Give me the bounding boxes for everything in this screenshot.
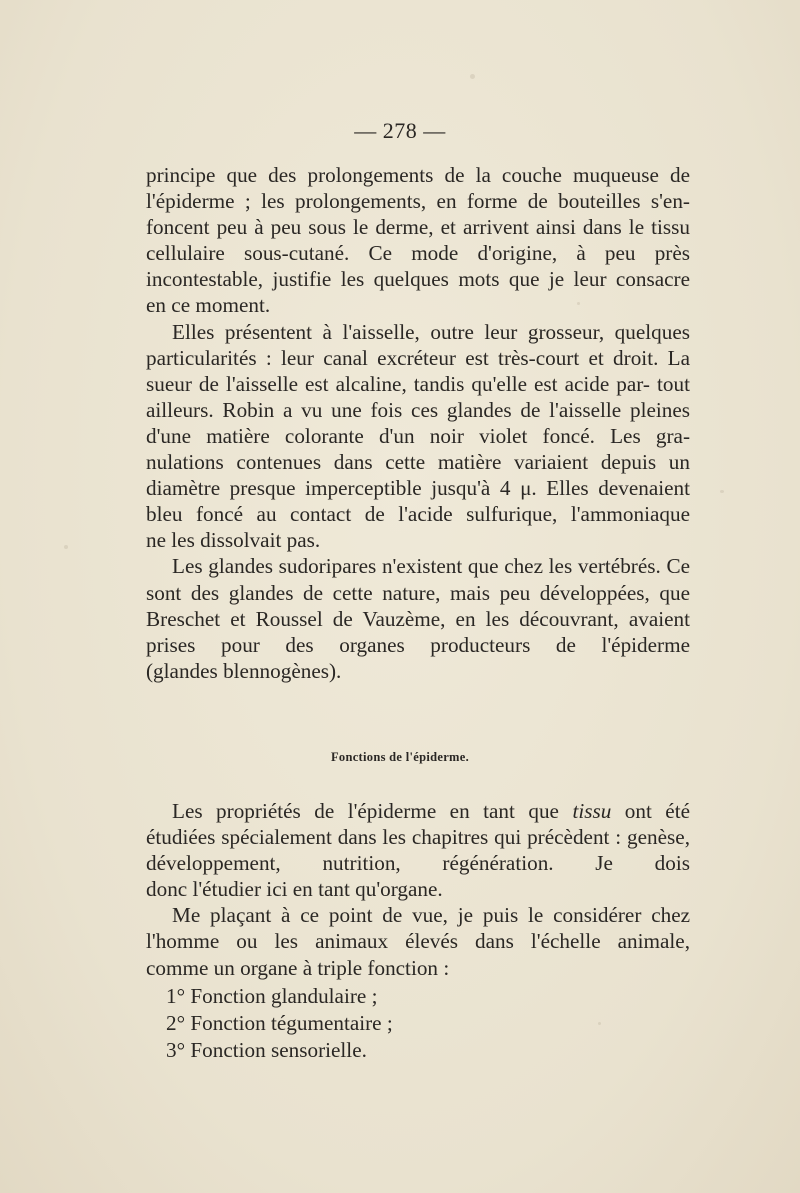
paragraph-end: comme un organe à triple fonction : bbox=[146, 955, 450, 980]
paragraph-end: donc l'étudier ici en tant qu'organe. bbox=[146, 877, 443, 902]
paragraph: Me plaçant à ce point de vue, je puis le considérer chez l'homme ou les animaux élevés dans l'échelle animale, bbox=[146, 903, 690, 954]
emphasis: tissu bbox=[572, 799, 612, 823]
paragraph: Elles présentent à l'aisselle, outre leur grosseur, quelques particularités : leur canal excréteur est très-court et droit. La sueur de l'aisselle est alcaline, tandis qu'elle est acide par- tout ailleurs. Robin a vu une fois ces glandes de l'aisselle pleines d'une matière colorante d'un noir violet foncé. Les gra- nulations contenues dans cette matière variaient depuis un diamètre presque imperceptible jusqu'à 4 μ. Elles devenaient bleu foncé au contact de l'acide sulfurique, l'ammoniaque bbox=[146, 319, 691, 527]
paragraph: principe que des prolongements de la couche muqueuse de l'épiderme ; les prolongements, en forme de bouteilles s'en- foncent peu à peu sous le derme, et arrivent ainsi dans le tissu cellulaire sous-cutané. Ce mode d'origine, à peu près incontestable, justifie les quelques mots que je leur consacre bbox=[146, 163, 691, 292]
paper-spot bbox=[598, 1022, 601, 1025]
body-text-before bbox=[146, 162, 690, 684]
section-title: Fonctions de l'épiderme. bbox=[330, 750, 470, 764]
paper-spot bbox=[720, 490, 724, 493]
paragraph-end: (glandes blennogènes). bbox=[146, 658, 342, 683]
page-number: — 278 — bbox=[354, 118, 446, 143]
paragraph: Les propriétés de l'épiderme en tant que tissu ont été étudiées spécialement dans les chapitres qui précèdent : genèse, développement, nutrition, régénération. Je dois bbox=[146, 799, 690, 876]
paper-spot bbox=[470, 74, 475, 79]
paragraph: Les glandes sudoripares n'existent que chez les vertébrés. Ce sont des glandes de cette nature, mais peu développées, que Breschet et Roussel de Vauzème, en les découvrant, avaient prises pour des organes producteurs de l'épiderme bbox=[146, 554, 691, 657]
paragraph-end: ne les dissolvait pas. bbox=[146, 528, 321, 553]
paragraph-end: en ce moment. bbox=[146, 293, 271, 318]
paper-spot bbox=[64, 545, 68, 549]
list-item: 3° Fonction sensorielle. bbox=[166, 1038, 367, 1062]
body-text-after bbox=[146, 798, 690, 981]
list-item: 2° Fonction tégumentaire ; bbox=[166, 1011, 393, 1035]
list-item: 1° Fonction glandulaire ; bbox=[166, 984, 378, 1008]
